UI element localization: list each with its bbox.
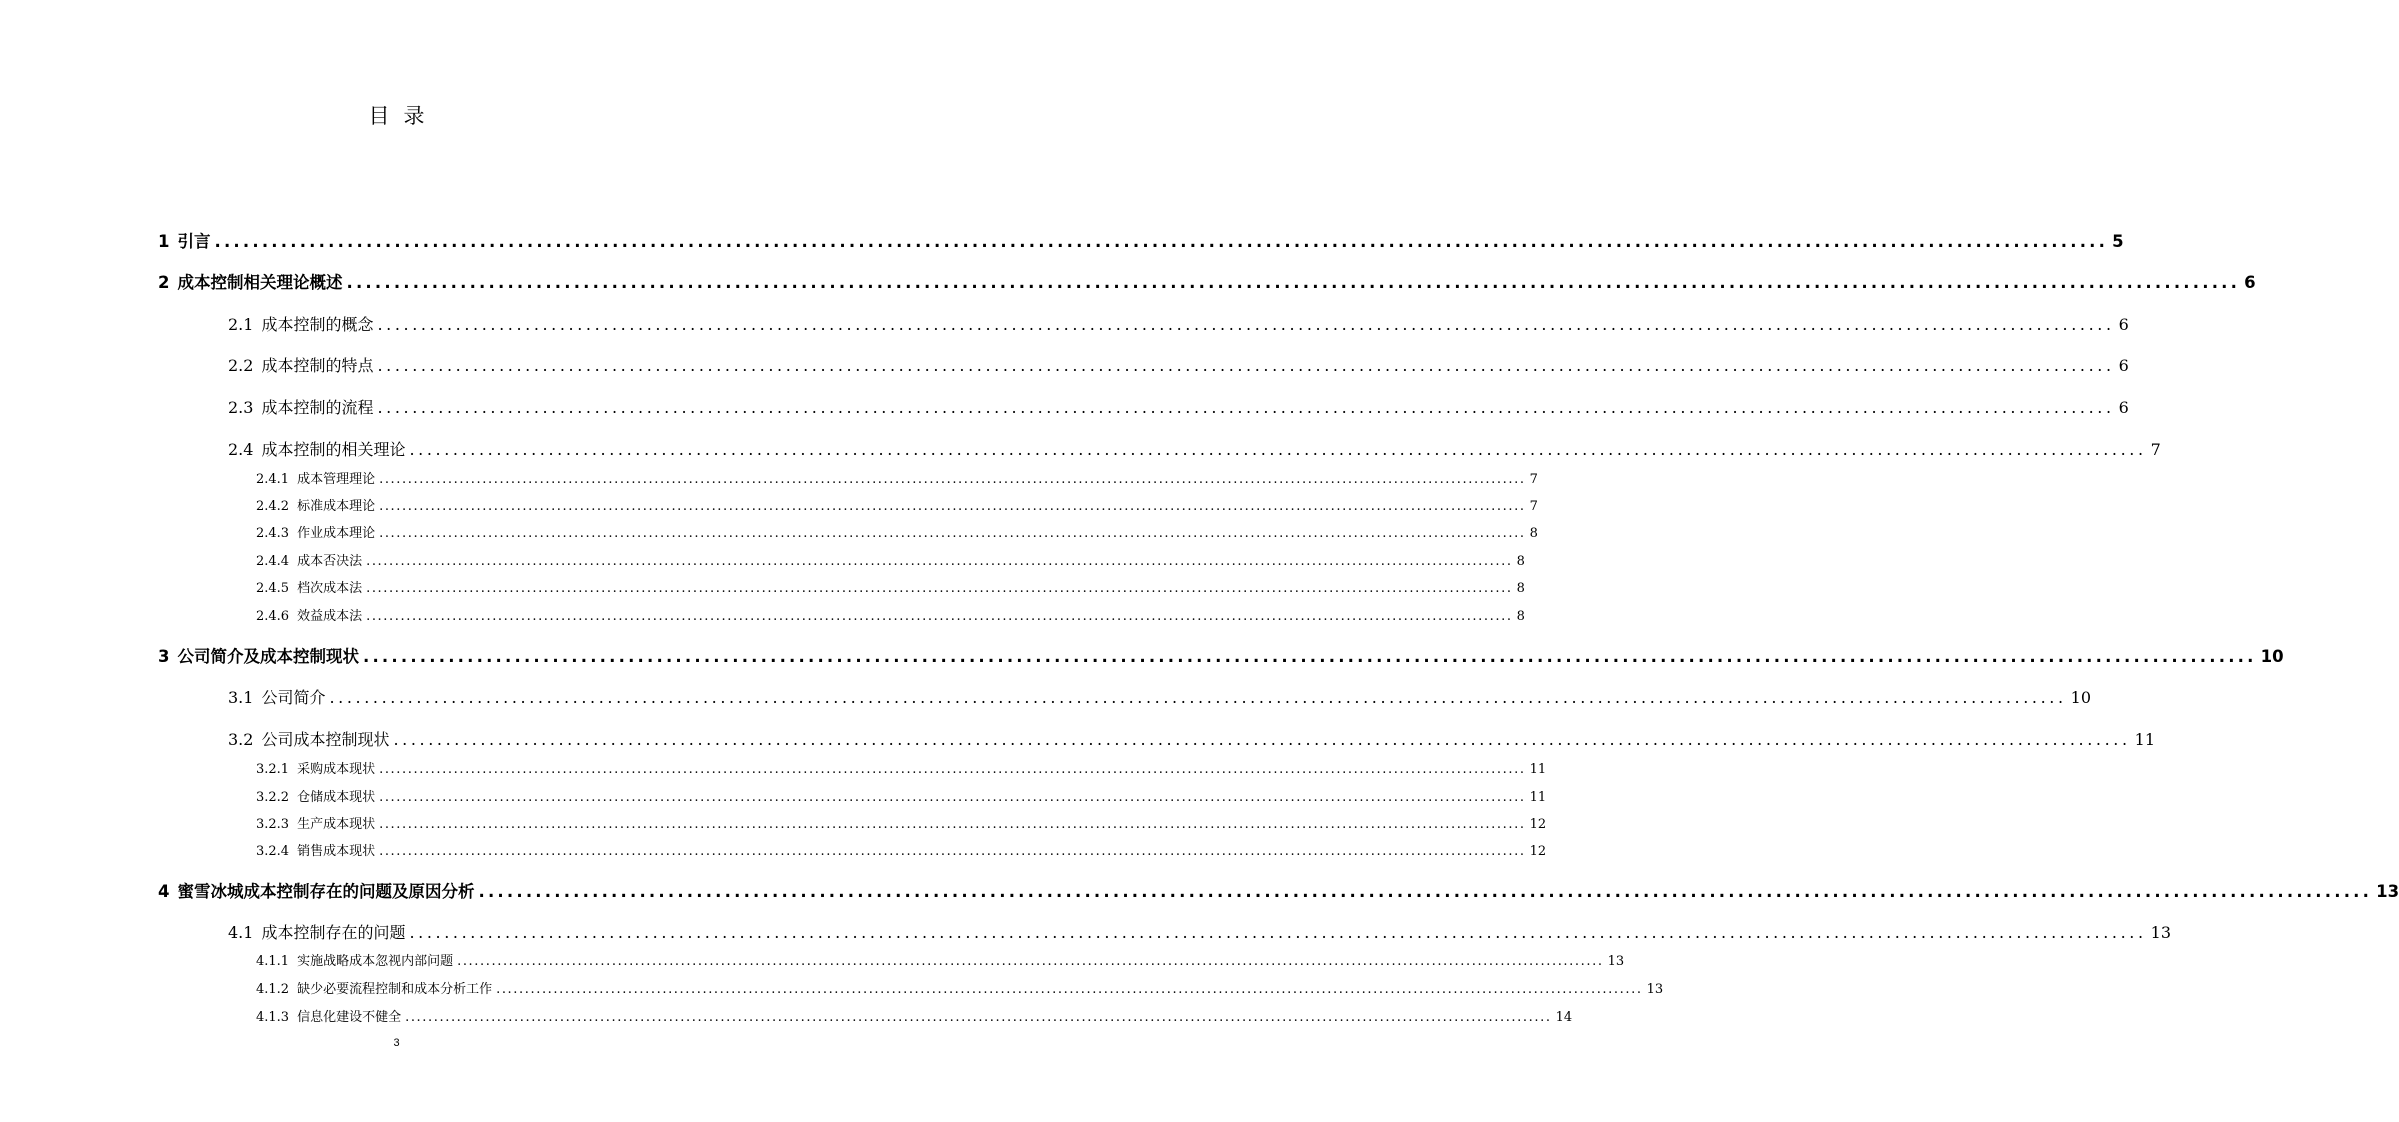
toc-entry[interactable] xyxy=(256,978,1664,997)
toc-leader-dots: ........................................................................................................................................................................................................ xyxy=(366,581,1513,596)
toc-entry-label xyxy=(228,727,393,750)
toc-leader-dots: ........................................................................................................................................................................................................ xyxy=(457,954,1604,969)
toc-entry-number: 2 xyxy=(158,273,170,292)
toc-entry-page: 10 xyxy=(2260,647,2284,666)
toc-entry-label xyxy=(256,522,379,541)
toc-leader-dots: ........................................................................................................................................................................................................ xyxy=(362,647,2257,666)
toc-leader-dots: ........................................................................................................................................................................................................ xyxy=(329,688,2067,707)
toc-entry-label xyxy=(256,468,379,487)
toc-entry[interactable] xyxy=(228,727,2156,750)
toc-entry-page: 8 xyxy=(1516,581,1525,596)
toc-entry-label xyxy=(228,312,377,335)
toc-entry-label xyxy=(256,605,366,624)
toc-entry-text: 成本管理理论 xyxy=(297,472,376,487)
toc-leader-dots: ........................................................................................................................................................................................................ xyxy=(379,762,1526,777)
toc-entry-text: 采购成本现状 xyxy=(297,762,376,777)
toc-entry-number: 4.1.3 xyxy=(256,1010,290,1025)
toc-entry[interactable] xyxy=(158,643,2284,667)
toc-entry-label xyxy=(256,840,379,859)
toc-leader-dots: ........................................................................................................................................................................................................ xyxy=(377,398,2115,417)
toc-entry-text: 仓储成本现状 xyxy=(297,790,376,805)
toc-entry-text: 成本控制相关理论概述 xyxy=(177,273,343,292)
toc-entry-page: 13 xyxy=(2376,882,2399,901)
toc-entry-number: 3.2.1 xyxy=(256,762,290,777)
toc-leader-dots: ........................................................................................................................................................................................................ xyxy=(379,817,1526,832)
toc-entry-page: 8 xyxy=(1529,526,1538,541)
toc-leader-dots: ........................................................................................................................................................................................................ xyxy=(496,982,1643,997)
toc-entry-text: 公司成本控制现状 xyxy=(261,730,390,749)
toc-entry-page: 14 xyxy=(1555,1010,1573,1025)
toc-entry-text: 信息化建设不健全 xyxy=(297,1010,402,1025)
toc-entry[interactable] xyxy=(256,605,1525,624)
toc-leader-dots: ........................................................................................................................................................................................................ xyxy=(478,882,2373,901)
toc-entry-number: 3 xyxy=(158,647,170,666)
toc-entry-label xyxy=(228,353,377,376)
toc-entry-label xyxy=(256,978,496,997)
toc-entry-page: 8 xyxy=(1516,609,1525,624)
toc-leader-dots: ........................................................................................................................................................................................................ xyxy=(346,273,2241,292)
toc-leader-dots: ........................................................................................................................................................................................................ xyxy=(409,440,2147,459)
toc-entry-label xyxy=(158,228,214,252)
toc-entry-number: 2.1 xyxy=(228,315,254,334)
toc-entry-number: 4.1 xyxy=(228,923,254,942)
toc-entry-label xyxy=(256,495,379,514)
page-title: 目录 xyxy=(368,104,439,128)
toc-entry-number: 2.4.1 xyxy=(256,472,290,487)
toc-entry-page: 10 xyxy=(2070,688,2092,707)
toc-entry[interactable] xyxy=(256,1006,1573,1025)
toc-leader-dots: ........................................................................................................................................................................................................ xyxy=(379,499,1526,514)
toc-entry[interactable] xyxy=(256,468,1538,487)
toc-entry-label xyxy=(158,643,363,667)
toc-entry-label xyxy=(256,550,366,569)
toc-entry-label xyxy=(158,269,346,293)
toc-leader-dots: ........................................................................................................................................................................................................ xyxy=(377,356,2115,375)
toc-entry-text: 公司简介 xyxy=(261,688,326,707)
toc-entry-page: 13 xyxy=(1607,954,1625,969)
toc-entry-number: 3.1 xyxy=(228,688,254,707)
toc-entry-label xyxy=(256,813,379,832)
toc-entry[interactable] xyxy=(158,878,2399,902)
toc-entry[interactable] xyxy=(256,758,1547,777)
toc-entry-label xyxy=(256,577,366,596)
toc-entry-label xyxy=(228,437,409,460)
toc-entry-number: 1 xyxy=(158,232,170,251)
toc-entry[interactable] xyxy=(228,395,2129,418)
toc-entry[interactable] xyxy=(158,269,2256,293)
toc-entry[interactable] xyxy=(228,437,2161,460)
toc-entry[interactable] xyxy=(228,920,2172,943)
toc-entry-text: 标准成本理论 xyxy=(297,499,376,514)
toc-entry-text: 档次成本法 xyxy=(297,581,363,596)
toc-leader-dots: ........................................................................................................................................................................................................ xyxy=(366,609,1513,624)
toc-entry-label xyxy=(228,920,409,943)
toc-leader-dots: ........................................................................................................................................................................................................ xyxy=(379,844,1526,859)
toc-leader-dots: ........................................................................................................................................................................................................ xyxy=(379,472,1526,487)
toc-entry[interactable] xyxy=(256,840,1547,859)
toc-entry-label xyxy=(158,878,478,902)
toc-entry-number: 2.4.4 xyxy=(256,554,290,569)
toc-entry-number: 4 xyxy=(158,882,170,901)
toc-entry-page: 11 xyxy=(2134,730,2156,749)
toc-entry-text: 成本控制的相关理论 xyxy=(261,440,406,459)
toc-entry-label xyxy=(256,1006,405,1025)
toc-entry-text: 销售成本现状 xyxy=(297,844,376,859)
toc-entry-page: 7 xyxy=(1529,499,1538,514)
toc-entry-text: 成本控制的概念 xyxy=(261,315,374,334)
toc-entry-number: 4.1.1 xyxy=(256,954,290,969)
toc-entry-text: 引言 xyxy=(177,232,211,251)
toc-entry-page: 11 xyxy=(1529,790,1547,805)
toc-entry-number: 3.2.2 xyxy=(256,790,290,805)
toc-entry[interactable] xyxy=(228,312,2129,335)
toc-entry-number: 2.4.5 xyxy=(256,581,290,596)
toc-leader-dots: ........................................................................................................................................................................................................ xyxy=(379,526,1526,541)
toc-entry[interactable] xyxy=(158,228,2124,252)
toc-entry-number: 3.2 xyxy=(228,730,254,749)
toc-entry-text: 缺少必要流程控制和成本分析工作 xyxy=(297,982,493,997)
toc-entry-label xyxy=(256,758,379,777)
toc-entry-text: 蜜雪冰城成本控制存在的问题及原因分析 xyxy=(177,882,475,901)
toc-leader-dots: ........................................................................................................................................................................................................ xyxy=(366,554,1513,569)
toc-entry-page: 12 xyxy=(1529,844,1547,859)
toc-entry[interactable] xyxy=(256,522,1538,541)
toc-entry-number: 3.2.3 xyxy=(256,817,290,832)
toc-entry-label xyxy=(228,685,329,708)
toc-entry[interactable] xyxy=(256,786,1547,805)
toc-entry-text: 生产成本现状 xyxy=(297,817,376,832)
toc-entry-page: 6 xyxy=(2118,356,2129,375)
toc-entry[interactable] xyxy=(256,577,1525,596)
toc-entry-page: 8 xyxy=(1516,554,1525,569)
toc-leader-dots: ........................................................................................................................................................................................................ xyxy=(377,315,2115,334)
toc-entry-page: 7 xyxy=(2150,440,2161,459)
toc-entry-page: 6 xyxy=(2118,398,2129,417)
toc-entry-text: 成本控制的流程 xyxy=(261,398,374,417)
toc-entry-text: 成本控制的特点 xyxy=(261,356,374,375)
toc-entry-number: 2.4 xyxy=(228,440,254,459)
toc-entry[interactable] xyxy=(256,813,1547,832)
toc-entry[interactable] xyxy=(256,495,1538,514)
toc-entry-text: 作业成本理论 xyxy=(297,526,376,541)
toc-leader-dots: ........................................................................................................................................................................................................ xyxy=(214,232,2109,251)
toc-entry-text: 效益成本法 xyxy=(297,609,363,624)
toc-entry-page: 13 xyxy=(1646,982,1664,997)
toc-entry-label xyxy=(256,950,457,969)
toc-entry-page: 11 xyxy=(1529,762,1547,777)
page-number: 3 xyxy=(393,1037,400,1049)
toc-entry[interactable] xyxy=(228,353,2129,376)
toc-entry-number: 2.4.3 xyxy=(256,526,290,541)
toc-leader-dots: ........................................................................................................................................................................................................ xyxy=(393,730,2131,749)
toc-entry-page: 6 xyxy=(2118,315,2129,334)
toc-leader-dots: ........................................................................................................................................................................................................ xyxy=(409,923,2147,942)
toc-entry[interactable] xyxy=(228,685,2092,708)
toc-leader-dots: ........................................................................................................................................................................................................ xyxy=(405,1010,1552,1025)
toc-entry-page: 13 xyxy=(2150,923,2172,942)
toc-entry-text: 成本否决法 xyxy=(297,554,363,569)
toc-entry-page: 12 xyxy=(1529,817,1547,832)
toc-entry-text: 公司简介及成本控制现状 xyxy=(177,647,359,666)
toc-entry-number: 3.2.4 xyxy=(256,844,290,859)
toc-entry-number: 2.4.2 xyxy=(256,499,290,514)
toc-entry-page: 7 xyxy=(1529,472,1538,487)
toc-entry-number: 4.1.2 xyxy=(256,982,290,997)
toc-entry-number: 2.3 xyxy=(228,398,254,417)
toc-entry[interactable] xyxy=(256,950,1625,969)
toc-entry[interactable] xyxy=(256,550,1525,569)
toc-entry-text: 成本控制存在的问题 xyxy=(261,923,406,942)
toc-entry-page: 5 xyxy=(2112,232,2124,251)
toc-entry-label xyxy=(256,786,379,805)
toc-entry-text: 实施战略成本忽视内部问题 xyxy=(297,954,454,969)
toc-entry-label xyxy=(228,395,377,418)
toc-entry-number: 2.2 xyxy=(228,356,254,375)
toc-leader-dots: ........................................................................................................................................................................................................ xyxy=(379,790,1526,805)
toc-entry-page: 6 xyxy=(2244,273,2256,292)
toc-entry-number: 2.4.6 xyxy=(256,609,290,624)
